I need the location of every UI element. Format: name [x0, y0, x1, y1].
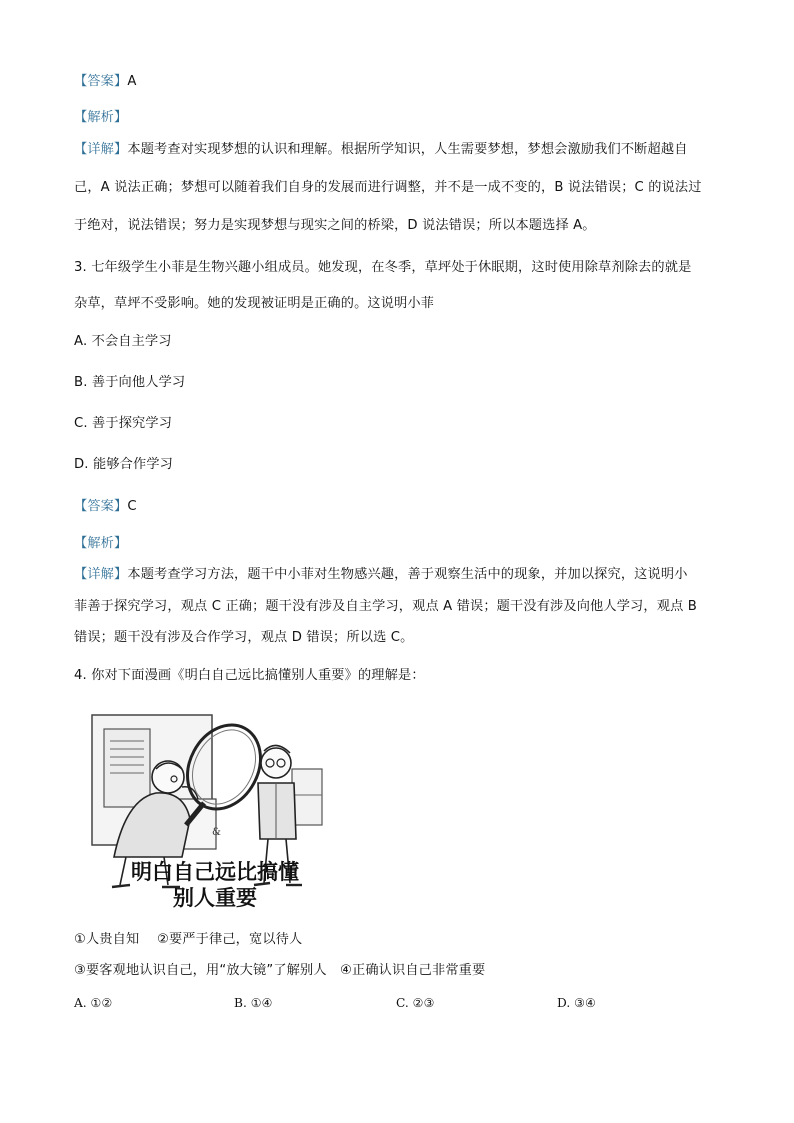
q3-answer — [74, 497, 724, 517]
q4-statements-line-2: ③要客观地认识自己，用“放大镜”了解别人 ④正确认识自己非常重要 — [74, 963, 486, 978]
q3-detail-line-2: 菲善于探究学习，观点 C 正确；题干没有涉及自主学习，观点 A 错误；题干没有涉及向他人学习，观点 B — [74, 599, 697, 614]
q2-answer — [74, 72, 724, 92]
q3-option-b: B. 善于向他人学习 — [74, 375, 186, 390]
svg-text:&: & — [212, 827, 221, 838]
q3-stem-line-2: 杂草，草坪不受影响。她的发现被证明是正确的。这说明小菲 — [74, 296, 435, 311]
detail-text: 本题考查对实现梦想的认识和理解。根据所学知识，人生需要梦想，梦想会激励我们不断超越自 — [127, 142, 688, 157]
q3-analysis-heading — [74, 534, 724, 554]
analysis-label: 【解析】 — [74, 536, 128, 551]
detail-text: 本题考查学习方法，题干中小菲对生物感兴趣，善于观察生活中的现象，并加以探究，这说明小 — [127, 567, 688, 582]
q4-statements-line-1: ①人贵自知 ②要严于律己，宽以待人 — [74, 932, 303, 947]
q4-choice-c: C. ②③ — [396, 996, 435, 1010]
q3-detail-line-1 — [74, 565, 724, 585]
cartoon-caption-line-1: 明白自己远比搞懂 — [131, 859, 299, 884]
q3-option-a: A. 不会自主学习 — [74, 334, 172, 349]
q2-detail-line-1 — [74, 140, 724, 160]
q3-option-d: D. 能够合作学习 — [74, 457, 174, 472]
detail-label: 【详解】 — [74, 567, 128, 582]
answer-label: 【答案】 — [74, 499, 128, 514]
cartoon-caption-line-2: 别人重要 — [173, 885, 257, 910]
cartoon-drawing — [86, 707, 344, 917]
q2-detail-line-3: 于绝对，说法错误；努力是实现梦想与现实之间的桥梁，D 说法错误；所以本题选择 A。 — [74, 218, 596, 233]
q3-detail-line-3: 错误；题干没有涉及合作学习，观点 D 错误；所以选 C。 — [74, 630, 414, 645]
q3-option-c: C. 善于探究学习 — [74, 416, 173, 431]
answer-value: A — [127, 74, 137, 89]
answer-value: C — [127, 499, 137, 514]
q4-choice-a: A. ①② — [74, 996, 113, 1010]
q2-analysis-heading — [74, 108, 724, 128]
detail-label: 【详解】 — [74, 142, 128, 157]
cartoon-image — [86, 707, 344, 917]
q3-stem-line-1: 3. 七年级学生小菲是生物兴趣小组成员。她发现，在冬季，草坪处于休眠期，这时使用除草剂除去的就是 — [74, 260, 692, 275]
q4-choice-b: B. ①④ — [234, 996, 273, 1010]
analysis-label: 【解析】 — [74, 110, 128, 125]
answer-label: 【答案】 — [74, 74, 128, 89]
q4-stem: 4. 你对下面漫画《明白自己远比搞懂别人重要》的理解是： — [74, 668, 425, 683]
q4-choice-d: D. ③④ — [557, 996, 596, 1010]
q2-detail-line-2: 己，A 说法正确；梦想可以随着我们自身的发展而进行调整，并不是一成不变的，B 说法错误；C 的说法过 — [74, 180, 702, 195]
